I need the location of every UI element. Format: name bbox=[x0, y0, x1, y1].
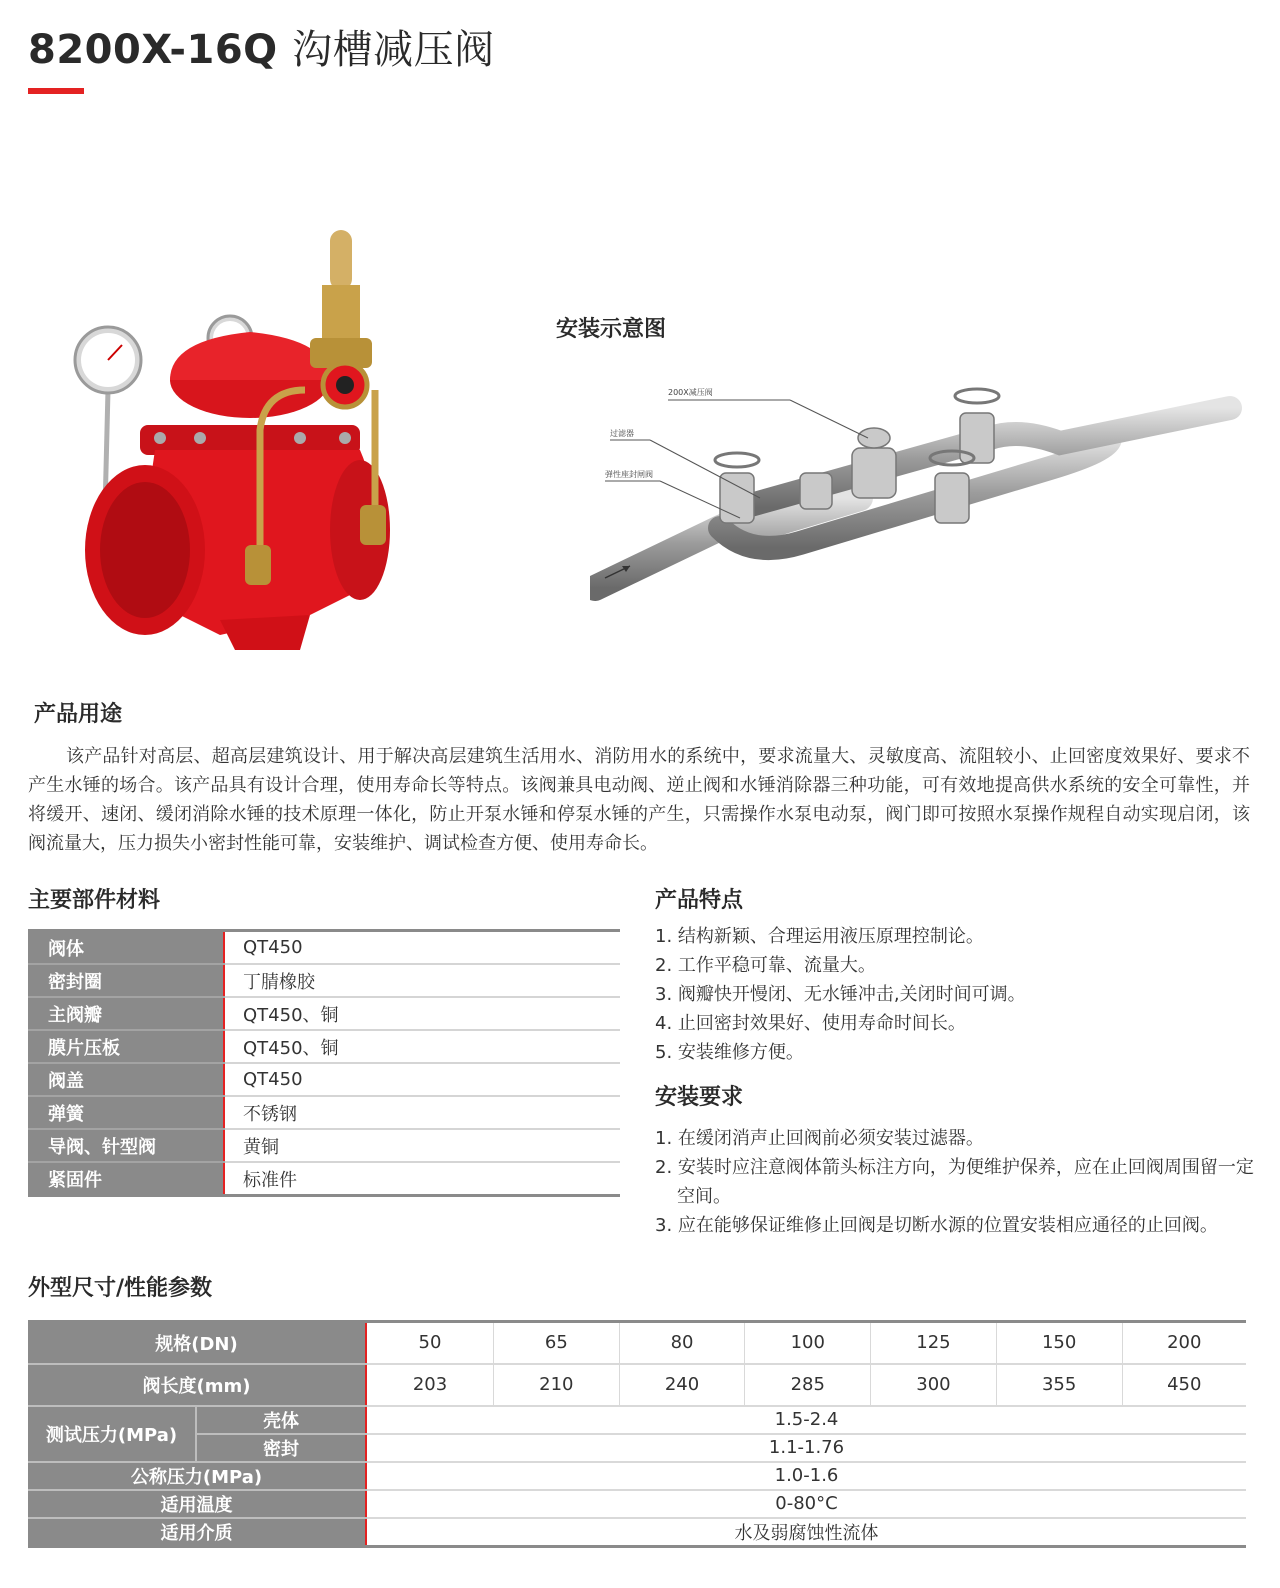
part-name: 膜片压板 bbox=[28, 1030, 224, 1063]
table-row bbox=[28, 1162, 620, 1196]
shell-label: 壳体 bbox=[196, 1406, 366, 1434]
table-row bbox=[28, 931, 620, 965]
usage-heading: 产品用途 bbox=[34, 702, 123, 727]
temperature-label: 适用温度 bbox=[28, 1490, 366, 1518]
table-row bbox=[28, 1406, 1246, 1434]
part-material: QT450 bbox=[224, 1063, 620, 1096]
part-name: 密封圈 bbox=[28, 964, 224, 997]
part-name: 主阀瓣 bbox=[28, 997, 224, 1030]
list-item: 3. 应在能够保证维修止回阀是切断水源的位置安装相应通径的止回阀。 bbox=[655, 1215, 1218, 1236]
part-material: 标准件 bbox=[224, 1162, 620, 1196]
dn-value: 150 bbox=[996, 1322, 1122, 1364]
length-value: 240 bbox=[619, 1364, 745, 1406]
table-row bbox=[28, 997, 620, 1030]
medium-label: 适用介质 bbox=[28, 1518, 366, 1547]
dn-value: 50 bbox=[366, 1322, 493, 1364]
table-row bbox=[28, 1322, 1246, 1364]
table-row bbox=[28, 1364, 1246, 1406]
seal-value: 1.1-1.76 bbox=[366, 1434, 1246, 1462]
length-value: 450 bbox=[1122, 1364, 1246, 1406]
callout-filter: 过滤器 bbox=[610, 429, 634, 438]
features-list bbox=[655, 922, 1255, 1067]
list-item: 4. 止回密封效果好、使用寿命时间长。 bbox=[655, 1013, 966, 1034]
diagram-title: 安装示意图 bbox=[556, 317, 667, 342]
part-material: QT450、铜 bbox=[224, 997, 620, 1030]
part-material: QT450、铜 bbox=[224, 1030, 620, 1063]
part-material: 丁腈橡胶 bbox=[224, 964, 620, 997]
shell-value: 1.5-2.4 bbox=[366, 1406, 1246, 1434]
dn-value: 80 bbox=[619, 1322, 745, 1364]
specs-table bbox=[28, 1320, 1246, 1548]
dn-value: 65 bbox=[493, 1322, 619, 1364]
table-row bbox=[28, 1063, 620, 1096]
valve-product-image bbox=[60, 220, 410, 660]
nominal-pressure-value: 1.0-1.6 bbox=[366, 1462, 1246, 1490]
materials-table bbox=[28, 929, 620, 1197]
callout-gate-valve: 弹性座封闸阀 bbox=[605, 470, 653, 479]
part-name: 阀盖 bbox=[28, 1063, 224, 1096]
length-value: 210 bbox=[493, 1364, 619, 1406]
part-material: 不锈钢 bbox=[224, 1096, 620, 1129]
part-material: QT450 bbox=[224, 931, 620, 965]
length-value: 285 bbox=[745, 1364, 871, 1406]
part-name: 阀体 bbox=[28, 931, 224, 965]
nominal-pressure-label: 公称压力(MPa) bbox=[28, 1462, 366, 1490]
install-list bbox=[655, 1124, 1260, 1240]
features-heading: 产品特点 bbox=[655, 888, 744, 913]
medium-value: 水及弱腐蚀性流体 bbox=[366, 1518, 1246, 1547]
product-name: 沟槽减压阀 bbox=[292, 27, 495, 73]
specs-heading: 外型尺寸/性能参数 bbox=[28, 1276, 213, 1301]
dn-value: 100 bbox=[745, 1322, 871, 1364]
title-accent-bar bbox=[28, 88, 84, 94]
test-pressure-label: 测试压力(MPa) bbox=[28, 1406, 196, 1462]
list-item: 1. 在缓闭消声止回阀前必须安装过滤器。 bbox=[655, 1128, 984, 1149]
table-row bbox=[28, 1030, 620, 1063]
list-item: 5. 安装维修方便。 bbox=[655, 1042, 804, 1063]
callout-reducing-valve: 200X减压阀 bbox=[668, 388, 713, 397]
list-item: 2. 工作平稳可靠、流量大。 bbox=[655, 955, 876, 976]
temperature-value: 0-80°C bbox=[366, 1490, 1246, 1518]
table-row bbox=[28, 1129, 620, 1162]
list-item: 1. 结构新颖、合理运用液压原理控制论。 bbox=[655, 926, 984, 947]
table-row bbox=[28, 1096, 620, 1129]
table-row bbox=[28, 1490, 1246, 1518]
seal-label: 密封 bbox=[196, 1434, 366, 1462]
part-name: 紧固件 bbox=[28, 1162, 224, 1196]
length-label: 阀长度(mm) bbox=[28, 1364, 366, 1406]
table-row bbox=[28, 1518, 1246, 1547]
list-item: 2. 安装时应注意阀体箭头标注方向，为便维护保养，应在止回阀周围留一定空间。 bbox=[655, 1157, 1254, 1207]
dn-value: 200 bbox=[1122, 1322, 1246, 1364]
dn-label: 规格(DN) bbox=[28, 1322, 366, 1364]
length-value: 203 bbox=[366, 1364, 493, 1406]
model-number: 8200X-16Q bbox=[28, 27, 278, 73]
dn-value: 125 bbox=[871, 1322, 997, 1364]
table-row bbox=[28, 964, 620, 997]
install-heading: 安装要求 bbox=[655, 1085, 744, 1110]
length-value: 355 bbox=[996, 1364, 1122, 1406]
table-row bbox=[28, 1434, 1246, 1462]
usage-text: 该产品针对高层、超高层建筑设计、用于解决高层建筑生活用水、消防用水的系统中，要求流量大、灵敏度高、流阻较小、止回密度效果好、要求不产生水锤的场合。该产品具有设计合理，使用寿命长等特点。该阀兼具电动阀、逆止阀和水锤消除器三种功能，可有效地提高供水系统的安全可靠性，并将缓开、速闭、缓闭消除水锤的技术原理一体化，防止开泵水锤和停泵水锤的产生，只需操作水泵电动泵，阀门即可按照水泵操作规程自动实现启闭，该阀流量大，压力损失小密封性能可靠，安装维护、调试检查方便、使用寿命长。 bbox=[28, 746, 1250, 854]
length-value: 300 bbox=[871, 1364, 997, 1406]
installation-diagram bbox=[590, 378, 1250, 608]
part-name: 弹簧 bbox=[28, 1096, 224, 1129]
table-row bbox=[28, 1462, 1246, 1490]
part-material: 黄铜 bbox=[224, 1129, 620, 1162]
page-title bbox=[28, 18, 495, 75]
materials-heading: 主要部件材料 bbox=[28, 888, 161, 913]
list-item: 3. 阀瓣快开慢闭、无水锤冲击,关闭时间可调。 bbox=[655, 984, 1026, 1005]
part-name: 导阀、针型阀 bbox=[28, 1129, 224, 1162]
